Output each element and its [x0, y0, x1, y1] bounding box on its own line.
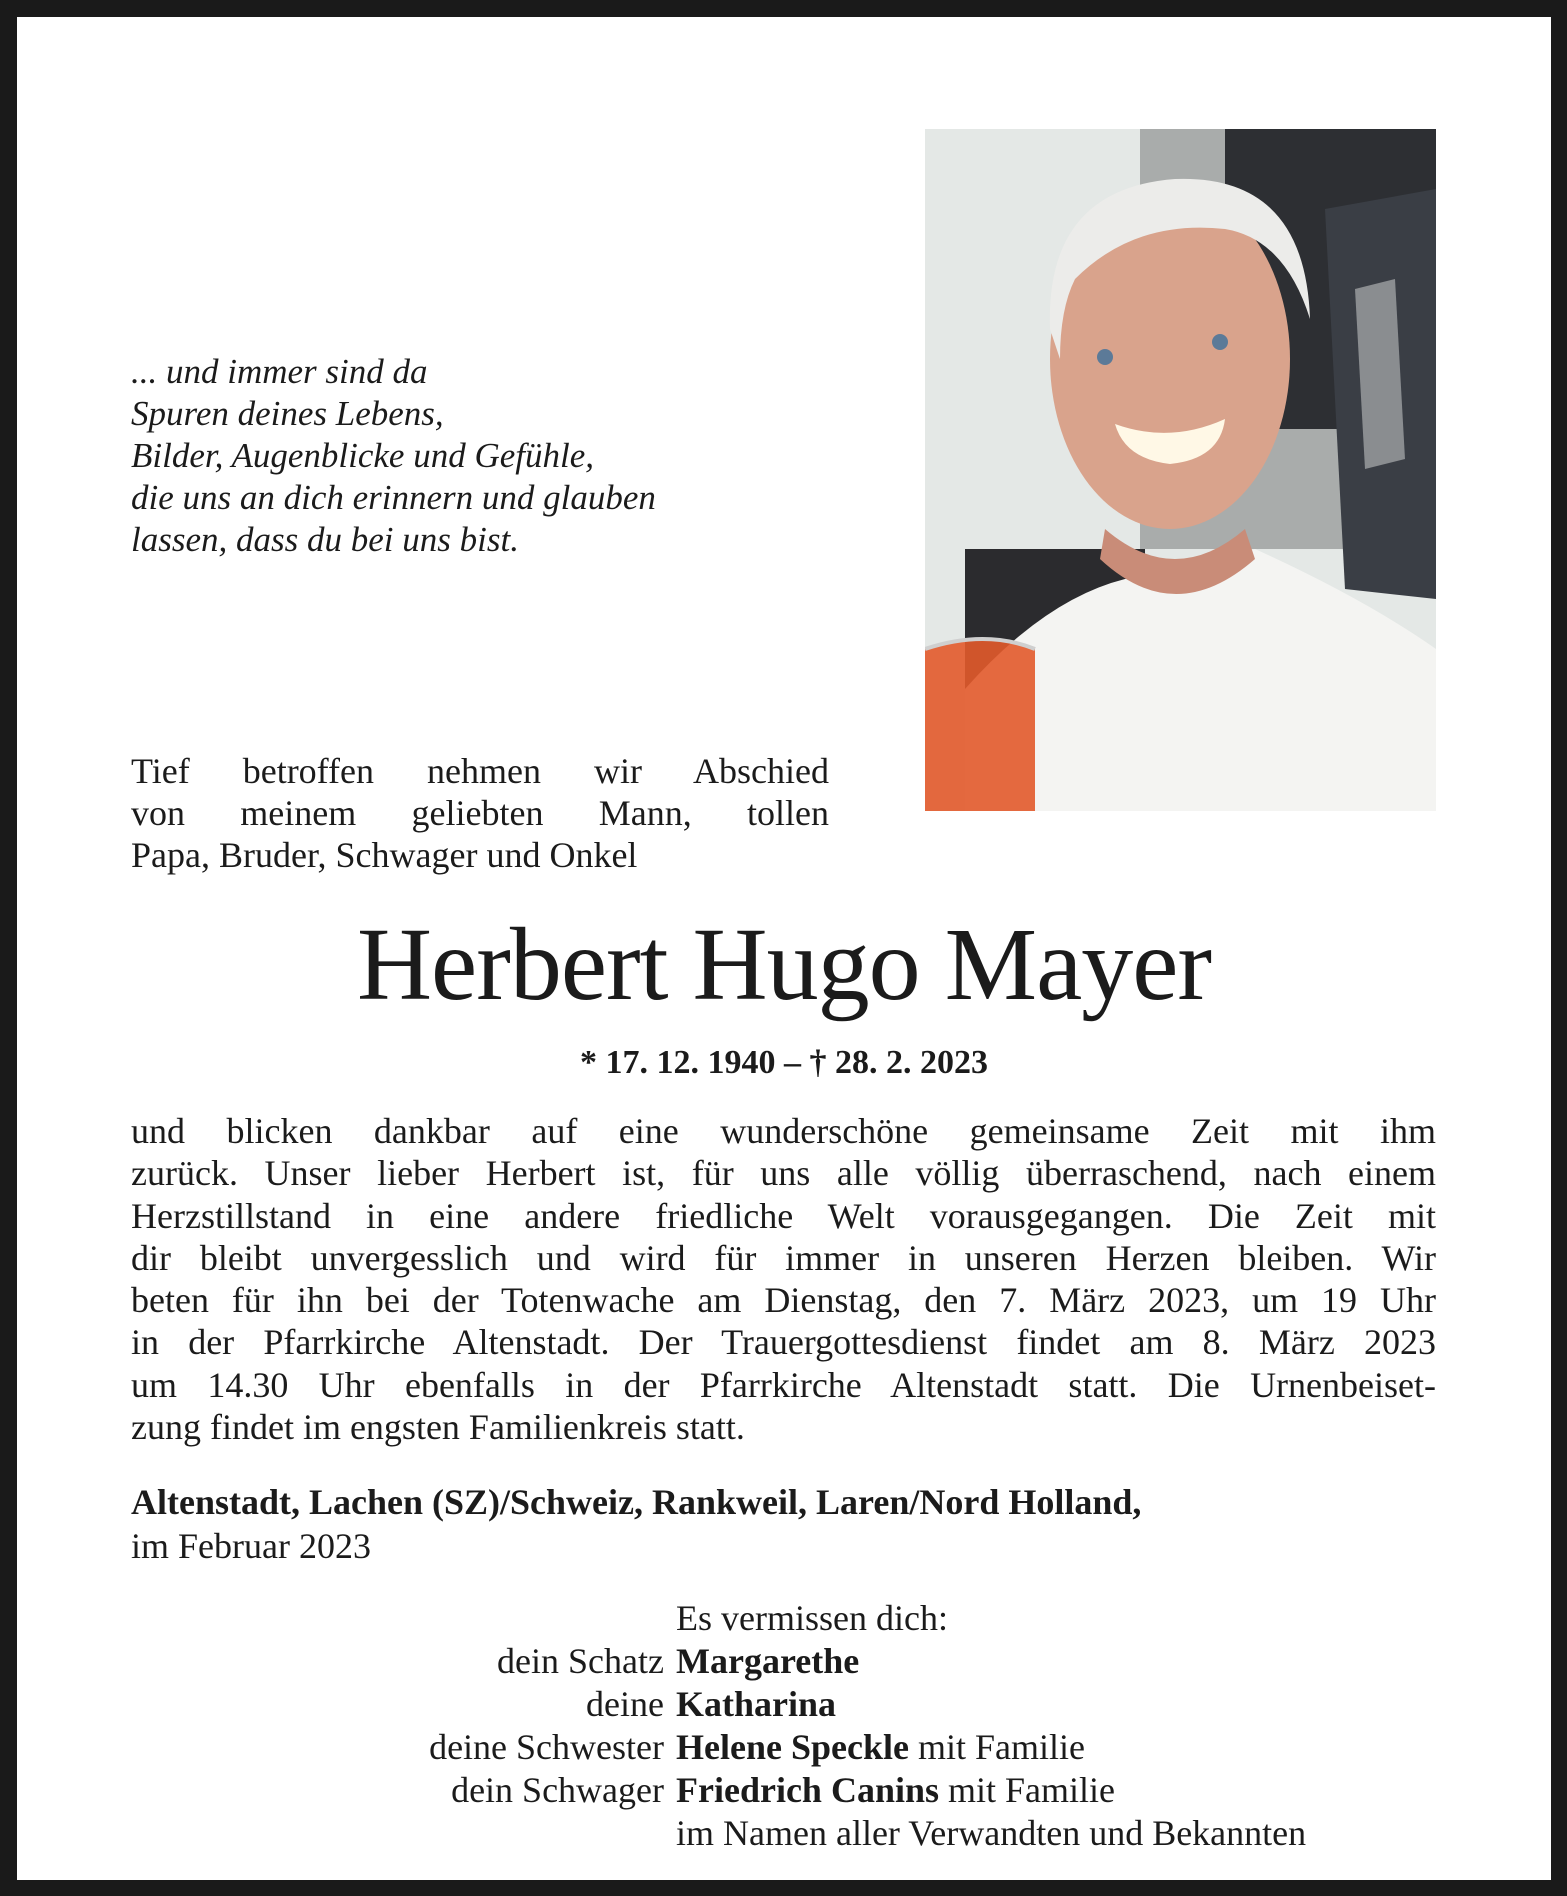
mourner-suffix: mit Familie [939, 1770, 1116, 1810]
body-line: um 14.30 Uhr ebenfalls in der Pfarrkirche Altenstadt statt. Die Urnenbeiset- [131, 1364, 1436, 1405]
mourner-name: Katharina [676, 1684, 837, 1724]
mourners-block [131, 1597, 1436, 1855]
portrait-photo [925, 129, 1436, 811]
places-block [131, 1480, 1141, 1568]
mourner-relation: deine Schwester [429, 1727, 664, 1767]
poem-line: Bilder, Augenblicke und Gefühle, [131, 436, 594, 475]
mourner-relation: dein Schatz [497, 1641, 664, 1681]
mourner-name: Friedrich Canins [676, 1770, 940, 1810]
mourner-relation: deine [586, 1684, 664, 1724]
poem-line: die uns an dich erinnern und glauben [131, 478, 656, 517]
mourner-relation: dein Schwager [451, 1770, 664, 1810]
body-line: und blicken dankbar auf eine wunderschöne gemeinsame Zeit mit ihm [131, 1111, 1436, 1151]
body-line: zung findet im engsten Familienkreis statt. [131, 1407, 745, 1448]
body-line: in der Pfarrkirche Altenstadt. Der Trauergottesdienst findet am 8. März 2023 [131, 1322, 1436, 1363]
poem-line: Spuren deines Lebens, [131, 394, 444, 433]
places-list: Altenstadt, Lachen (SZ)/Schweiz, Rankweil, Laren/Nord Holland, [131, 1482, 1142, 1522]
body-line: zurück. Unser lieber Herbert ist, für uns alle völlig überraschend, nach einem [131, 1153, 1436, 1194]
deceased-name: Herbert Hugo Mayer [356, 907, 1212, 1022]
mourner-row [131, 1726, 1436, 1769]
mourner-name: Margarethe [676, 1641, 860, 1681]
body-line: Herzstillstand in eine andere friedliche Welt vorausgegangen. Die Zeit mit [131, 1195, 1436, 1236]
poem-line: lassen, dass du bei uns bist. [131, 520, 519, 559]
body-text [131, 1110, 1436, 1448]
life-dates: * 17. 12. 1940 – † 28. 2. 2023 [580, 1044, 988, 1081]
obituary-notice [17, 17, 1551, 1880]
place-date: im Februar 2023 [131, 1526, 371, 1566]
intro-line: Papa, Bruder, Schwager und Onkel [131, 835, 638, 875]
mourner-row [131, 1683, 1436, 1726]
poem-line: ... und immer sind da [131, 352, 428, 391]
mourner-name: Helene Speckle [676, 1727, 909, 1767]
body-line: beten für ihn bei der Totenwache am Dienstag, den 7. März 2023, um 19 Uhr [131, 1280, 1436, 1321]
mourner-row [131, 1640, 1436, 1683]
memorial-poem [131, 351, 656, 561]
mourner-row [131, 1769, 1436, 1812]
mourner-suffix: mit Familie [908, 1727, 1085, 1767]
body-line: dir bleibt unvergesslich und wird für immer in unseren Herzen bleiben. Wir [131, 1237, 1436, 1278]
intro-text [131, 750, 829, 876]
mourners-closing: im Namen aller Verwandten und Bekannten [676, 1813, 1307, 1853]
intro-line: Tief betroffen nehmen wir Abschied [131, 751, 829, 791]
intro-line: von meinem geliebten Mann, tollen [131, 793, 829, 833]
mourners-heading: Es vermissen dich: [676, 1598, 948, 1638]
